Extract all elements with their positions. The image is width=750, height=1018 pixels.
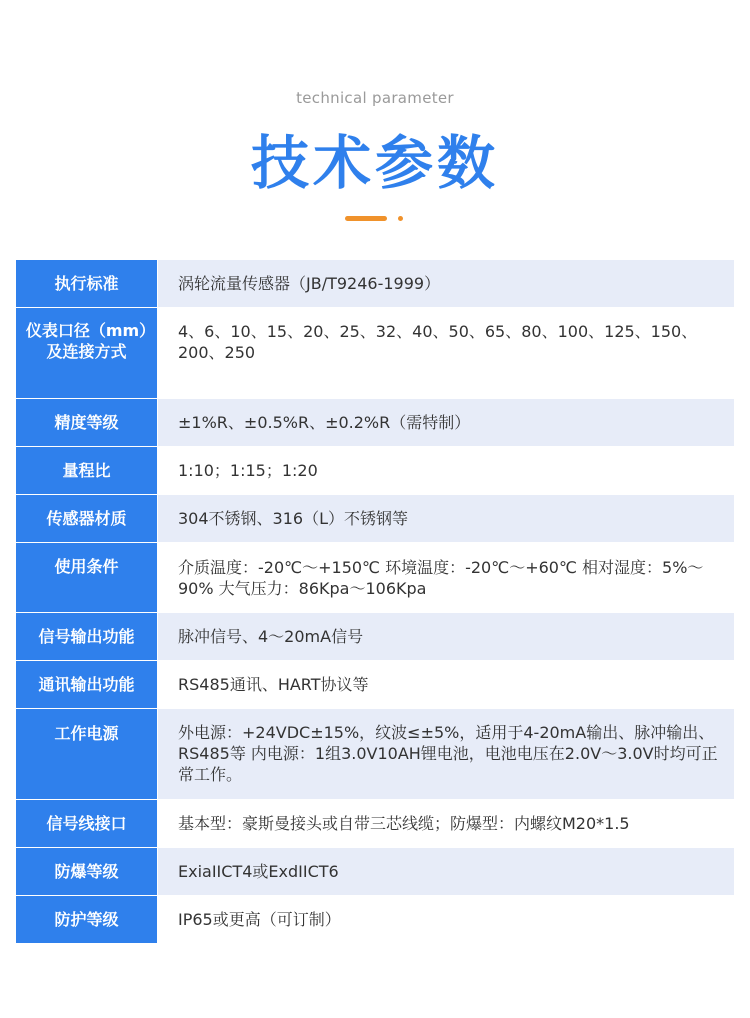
row-value: ExiaIICT4或ExdIICT6 [158, 848, 734, 895]
row-label: 防爆等级 [16, 848, 158, 895]
row-label: 执行标准 [16, 260, 158, 307]
row-label: 传感器材质 [16, 495, 158, 542]
row-value: ±1%R、±0.5%R、±0.2%R（需特制） [158, 399, 734, 446]
row-value: 涡轮流量传感器（JB/T9246-1999） [158, 260, 734, 307]
row-value: 304不锈钢、316（L）不锈钢等 [158, 495, 734, 542]
row-label: 使用条件 [16, 543, 158, 612]
table-row [16, 848, 734, 896]
row-value: 介质温度：-20℃～+150℃ 环境温度：-20℃～+60℃ 相对湿度：5%～90% 大气压力：86Kpa～106Kpa [158, 543, 734, 612]
subtitle: technical parameter [296, 89, 454, 107]
table-row [16, 543, 734, 613]
table-row [16, 613, 734, 661]
table-row [16, 709, 734, 800]
row-label: 仪表口径（mm）及连接方式 [16, 308, 158, 398]
row-value: 基本型：豪斯曼接头或自带三芯线缆；防爆型：内螺纹M20*1.5 [158, 800, 734, 847]
row-value: IP65或更高（可订制） [158, 896, 734, 943]
table-row [16, 399, 734, 447]
row-value: 1:10；1:15；1:20 [158, 447, 734, 494]
table-row [16, 800, 734, 848]
row-label: 工作电源 [16, 709, 158, 799]
row-value: 4、6、10、15、20、25、32、40、50、65、80、100、125、150、200、250 [158, 308, 734, 398]
table-row [16, 308, 734, 399]
row-label: 精度等级 [16, 399, 158, 446]
row-value: 外电源：+24VDC±15%，纹波≤±5%，适用于4-20mA输出、脉冲输出、RS485等 内电源：1组3.0V10AH锂电池，电池电压在2.0V～3.0V时均可正常工作。 [158, 709, 734, 799]
table-row [16, 495, 734, 543]
row-value: 脉冲信号、4～20mA信号 [158, 613, 734, 660]
title-decoration-dot [398, 216, 403, 221]
row-label: 信号输出功能 [16, 613, 158, 660]
row-label: 防护等级 [16, 896, 158, 943]
table-row [16, 260, 734, 308]
row-label: 通讯输出功能 [16, 661, 158, 708]
row-label: 信号线接口 [16, 800, 158, 847]
row-label: 量程比 [16, 447, 158, 494]
table-row [16, 661, 734, 709]
title-decoration-bar [345, 216, 387, 221]
table-row [16, 896, 734, 943]
table-row [16, 447, 734, 495]
page-title: 技术参数 [250, 129, 499, 197]
row-value: RS485通讯、HART协议等 [158, 661, 734, 708]
parameter-table [16, 260, 734, 943]
